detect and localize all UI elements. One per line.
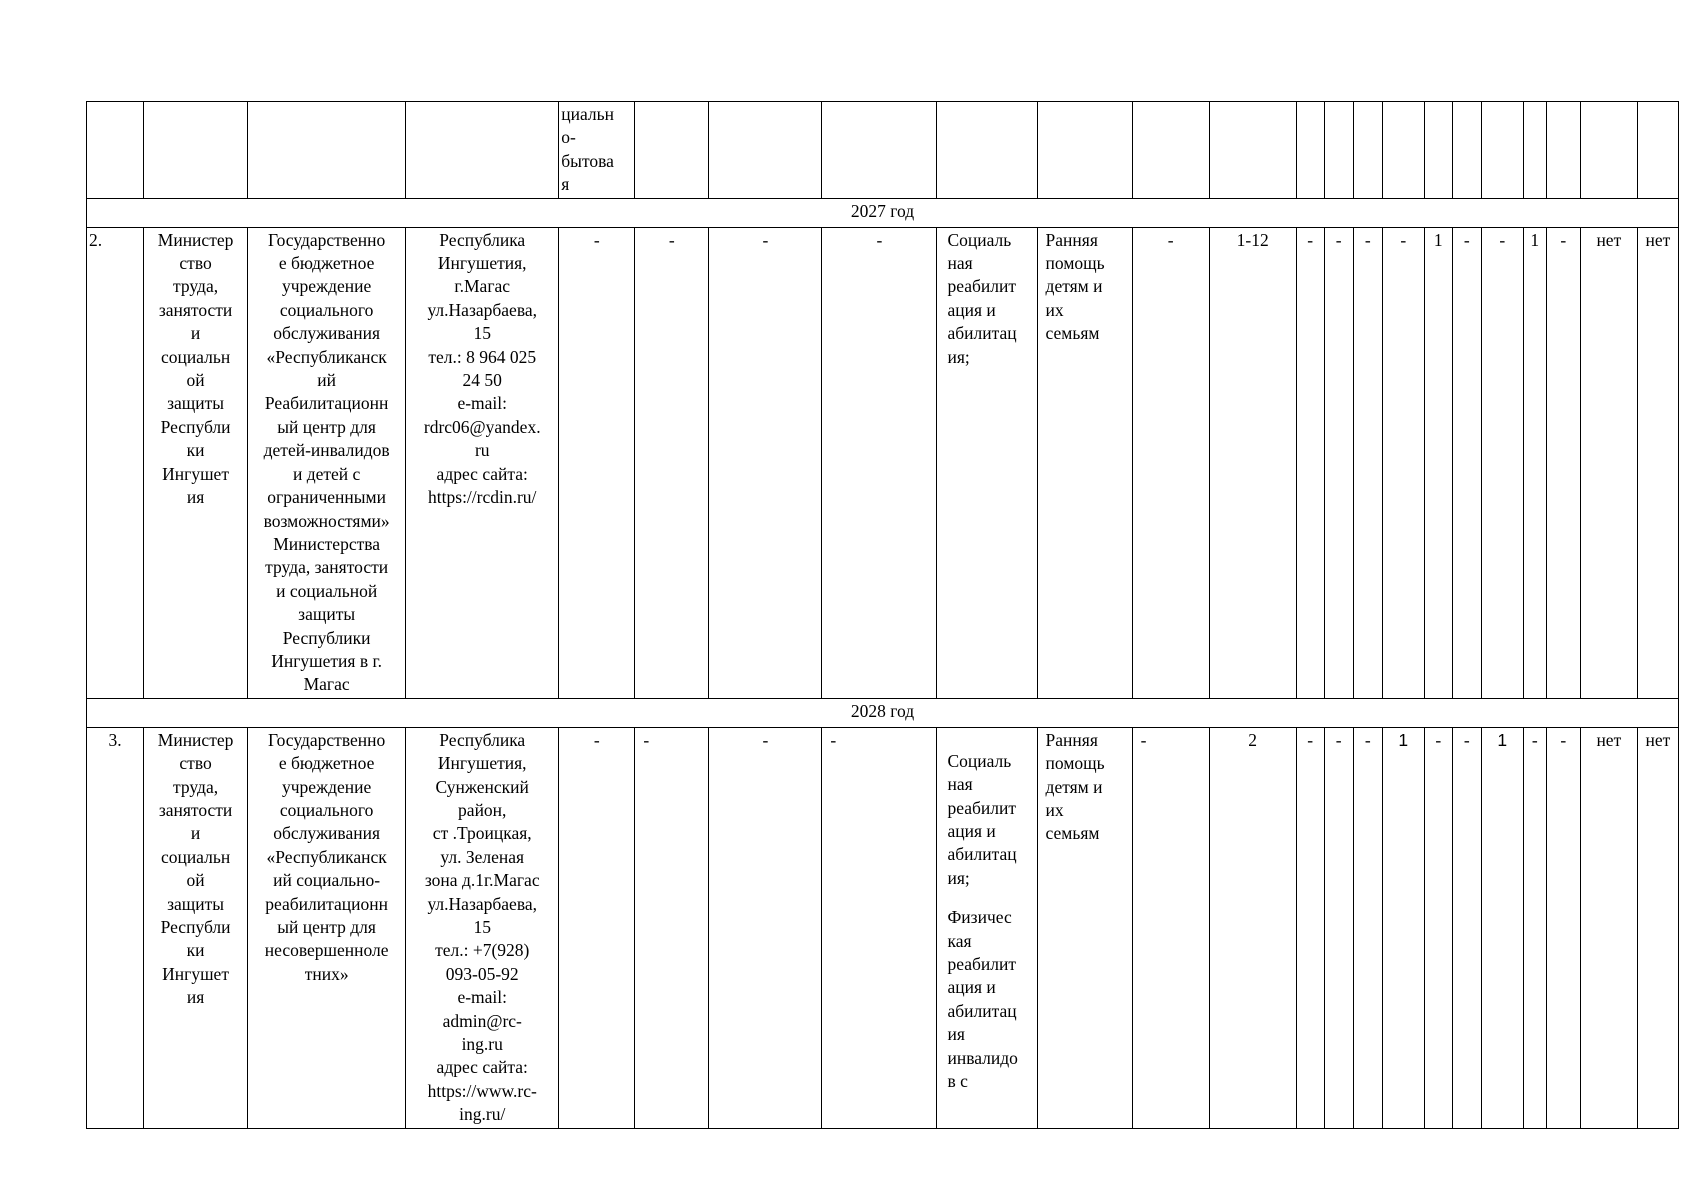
- cell: [1296, 102, 1324, 199]
- text-line: обслуживания: [273, 823, 380, 844]
- count-cell: -: [1452, 727, 1481, 1128]
- service-cell: [937, 727, 1037, 1128]
- dash-cell: -: [709, 227, 822, 698]
- service-cell: [937, 227, 1037, 698]
- cell: [1424, 102, 1452, 199]
- text-line: ст .Троицкая,: [432, 823, 532, 844]
- dash-cell: -: [709, 727, 822, 1128]
- text-line: я: [561, 174, 570, 195]
- flag-cell: нет: [1637, 727, 1678, 1128]
- text-line: ия;: [947, 346, 970, 367]
- text-line: Реабилитационн: [264, 393, 389, 414]
- count-cell: 1: [1382, 727, 1424, 1128]
- cell: [709, 102, 822, 199]
- text-line: и социальной: [276, 580, 378, 601]
- text-line: ия;: [947, 867, 970, 888]
- year-row: [87, 698, 1679, 727]
- institution-cell: [248, 727, 406, 1128]
- text-line: Ингушетия,: [437, 253, 527, 274]
- dash-cell: -: [559, 727, 635, 1128]
- text-line: Ранняя: [1045, 729, 1098, 750]
- text-line: Ингушет: [162, 963, 229, 984]
- text-line: тних»: [304, 963, 349, 984]
- early-help-cell: [1037, 727, 1132, 1128]
- count-cell: -: [1353, 227, 1382, 698]
- text-line: циальн: [561, 104, 615, 124]
- cell: [1637, 102, 1678, 199]
- text-line: абилитац: [947, 1000, 1017, 1021]
- text-line: https://rcdin.ru/: [428, 487, 537, 508]
- year-heading: 2028 год: [87, 698, 1679, 727]
- year-row: [87, 198, 1679, 227]
- count-cell: -: [1546, 727, 1580, 1128]
- text-line: rdrc06@yandex.: [423, 416, 541, 437]
- text-line: ство: [179, 253, 212, 274]
- text-line: защиты: [167, 893, 225, 914]
- count-cell: -: [1523, 727, 1546, 1128]
- text-line: ул. Зеленая: [440, 846, 525, 867]
- count-cell: -: [1324, 227, 1353, 698]
- cell: [635, 102, 709, 199]
- text-line: 15: [473, 323, 491, 344]
- text-line: e-mail:: [457, 987, 508, 1008]
- text-line: e-mail:: [457, 393, 508, 414]
- text-line: ru: [474, 440, 490, 461]
- text-line: и: [190, 823, 201, 844]
- text-line: учреждение: [281, 776, 372, 797]
- cell: [248, 102, 406, 199]
- count-cell: 1: [1424, 227, 1452, 698]
- cell: [1382, 102, 1424, 199]
- table-row: [87, 727, 1679, 1128]
- flag-cell: нет: [1580, 727, 1637, 1128]
- text-line: детей-инвалидов: [263, 440, 390, 461]
- text-line: Министер: [157, 229, 234, 250]
- dash-cell: -: [559, 227, 635, 698]
- count-cell: 1: [1481, 727, 1523, 1128]
- text-line: Республика: [439, 729, 526, 750]
- text-line: обслуживания: [273, 323, 380, 344]
- text-line: в с: [947, 1071, 968, 1092]
- text-line: реабилит: [947, 797, 1016, 818]
- text-line: зона д.1г.Магас: [424, 870, 540, 891]
- text-line: ing.ru/: [459, 1104, 506, 1125]
- dash-cell: -: [635, 227, 709, 698]
- text-line: Ингушет: [162, 463, 229, 484]
- address-cell: [406, 227, 559, 698]
- text-line: Социаль: [947, 750, 1012, 771]
- dash-cell: -: [1132, 727, 1209, 1128]
- dash-cell: -: [822, 227, 937, 698]
- text-line: Сунженский: [435, 776, 529, 797]
- text-line: и детей с: [292, 463, 361, 484]
- count-cell: -: [1481, 227, 1523, 698]
- text-line: ки: [186, 940, 205, 961]
- text-line: помощь: [1045, 253, 1105, 274]
- text-line: 093-05-92: [445, 963, 519, 984]
- cell: [1580, 102, 1637, 199]
- flag-cell: нет: [1580, 227, 1637, 698]
- text-line: ый центр для: [277, 917, 376, 937]
- text-line: admin@rc-: [442, 1010, 522, 1031]
- text-line: труда,: [173, 276, 219, 297]
- registry-table: [86, 101, 1679, 1129]
- text-line: защиты: [298, 604, 356, 625]
- text-line: ация и: [947, 299, 996, 320]
- text-line: Социаль: [947, 229, 1012, 250]
- count-cell: -: [1452, 227, 1481, 698]
- spacer: [947, 890, 1034, 906]
- text-line: труда, занятости: [265, 557, 389, 578]
- table-row: [87, 227, 1679, 698]
- row-number: 3.: [87, 727, 144, 1128]
- text-line: абилитац: [947, 323, 1017, 344]
- age-cell: 2: [1209, 727, 1296, 1128]
- cell: [1523, 102, 1546, 199]
- text-line: детям и: [1045, 776, 1103, 797]
- cell: [144, 102, 248, 199]
- text-line: кая: [947, 930, 972, 951]
- text-line: занятости: [158, 299, 233, 320]
- text-line: Ингушетия,: [437, 753, 527, 774]
- cell: [1353, 102, 1382, 199]
- text-line: и: [190, 323, 201, 344]
- flag-cell: нет: [1637, 227, 1678, 698]
- ministry-cell: [144, 227, 248, 698]
- text-line: труда,: [173, 776, 219, 797]
- cell: [87, 102, 144, 199]
- count-cell: -: [1424, 727, 1452, 1128]
- count-cell: -: [1296, 227, 1324, 698]
- text-line: ия: [186, 487, 205, 508]
- text-line: Магас: [303, 674, 350, 695]
- dash-cell: -: [1132, 227, 1209, 698]
- dash-cell: -: [635, 727, 709, 1128]
- text-line: ой: [186, 870, 205, 891]
- text-line: защиты: [167, 393, 225, 414]
- text-line: е бюджетное: [278, 253, 375, 274]
- text-line: занятости: [158, 799, 233, 820]
- text-line: ия: [947, 1024, 965, 1045]
- cell: [1324, 102, 1353, 199]
- text-line: Государственно: [268, 229, 386, 250]
- text-line: помощь: [1045, 753, 1105, 774]
- count-cell: 1: [1523, 227, 1546, 698]
- text-line: социального: [279, 299, 374, 320]
- count-cell: -: [1546, 227, 1580, 698]
- text-line: Физичес: [947, 907, 1012, 928]
- text-line: их: [1045, 299, 1064, 320]
- continuation-row: [87, 102, 1679, 199]
- text-line: ing.ru: [461, 1034, 503, 1055]
- text-line: семьям: [1045, 823, 1100, 844]
- text-line: 24 50: [462, 370, 502, 391]
- cell: [937, 102, 1037, 199]
- text-line: адрес сайта:: [436, 1057, 528, 1078]
- text-line: «Республиканск: [266, 846, 387, 867]
- text-line: ация и: [947, 977, 996, 998]
- text-line: Республи: [160, 917, 231, 937]
- text-line: ий: [317, 370, 336, 391]
- text-line: тел.: +7(928): [435, 940, 530, 961]
- text-line: Министер: [157, 729, 234, 750]
- address-cell: [406, 727, 559, 1128]
- count-cell: -: [1353, 727, 1382, 1128]
- text-line: инвалидо: [947, 1047, 1018, 1068]
- cell: [822, 102, 937, 199]
- count-cell: -: [1296, 727, 1324, 1128]
- text-line: ная: [947, 253, 973, 274]
- text-line: Ранняя: [1045, 229, 1098, 250]
- text-line: бытова: [561, 150, 614, 171]
- text-line: учреждение: [281, 276, 372, 297]
- text-line: район,: [458, 799, 507, 820]
- text-line: тел.: 8 964 025: [428, 346, 537, 367]
- text-line: Республики: [282, 627, 371, 648]
- early-help-cell: [1037, 227, 1132, 698]
- cell: [1209, 102, 1296, 199]
- service-block-2: [947, 906, 1034, 1093]
- text-line: ул.Назарбаева,: [427, 893, 537, 914]
- text-line: возможностями»: [263, 510, 390, 531]
- text-line: ация и: [947, 820, 996, 841]
- text-line: ограниченными: [267, 487, 386, 508]
- text-line: ул.Назарбаева,: [427, 299, 537, 320]
- text-line: ство: [179, 753, 212, 774]
- year-heading: 2027 год: [87, 198, 1679, 227]
- text-line: Государственно: [268, 729, 386, 750]
- text-line: социальн: [160, 846, 231, 867]
- text-line: социальн: [160, 346, 231, 367]
- cell: [1132, 102, 1209, 199]
- text-line: детям и: [1045, 276, 1103, 297]
- cell: [406, 102, 559, 199]
- text-line: ый центр для: [277, 416, 376, 437]
- text-line: ия: [186, 987, 205, 1008]
- service-block-1: [947, 750, 1034, 890]
- text-line: ная: [947, 774, 973, 795]
- text-line: о-: [561, 127, 576, 148]
- dash-cell: -: [822, 727, 937, 1128]
- text-line: несовершенноле: [264, 940, 389, 961]
- text-line: реабилит: [947, 954, 1016, 974]
- row-number: 2.: [87, 227, 144, 698]
- text-line: социального: [279, 799, 374, 820]
- text-line: 15: [473, 917, 491, 937]
- cell: [1546, 102, 1580, 199]
- text-line: ой: [186, 370, 205, 391]
- text-line: г.Магас: [454, 276, 511, 297]
- text-line: реабилитационн: [265, 893, 388, 914]
- count-cell: -: [1382, 227, 1424, 698]
- text-line: реабилит: [947, 276, 1016, 297]
- cell: [1481, 102, 1523, 199]
- count-cell: -: [1324, 727, 1353, 1128]
- text-line: абилитац: [947, 844, 1017, 865]
- text-line: ий социально-: [273, 870, 381, 891]
- cell: [1452, 102, 1481, 199]
- text-line: Республика: [439, 229, 526, 250]
- text-line: Республи: [160, 416, 231, 437]
- text-line: семьям: [1045, 323, 1100, 344]
- text-line: Министерства: [273, 533, 381, 554]
- text-line: «Республиканск: [266, 346, 387, 367]
- institution-cell: [248, 227, 406, 698]
- cell: [1037, 102, 1132, 199]
- text-line: https://www.rc-: [427, 1080, 537, 1101]
- text-line: адрес сайта:: [436, 463, 528, 484]
- ministry-cell: [144, 727, 248, 1128]
- text-line: Ингушетия в г.: [271, 650, 383, 671]
- continued-text-cell: [559, 102, 635, 199]
- text-line: ки: [186, 440, 205, 461]
- text-line: их: [1045, 799, 1064, 820]
- text-line: е бюджетное: [278, 753, 375, 774]
- age-cell: 1-12: [1209, 227, 1296, 698]
